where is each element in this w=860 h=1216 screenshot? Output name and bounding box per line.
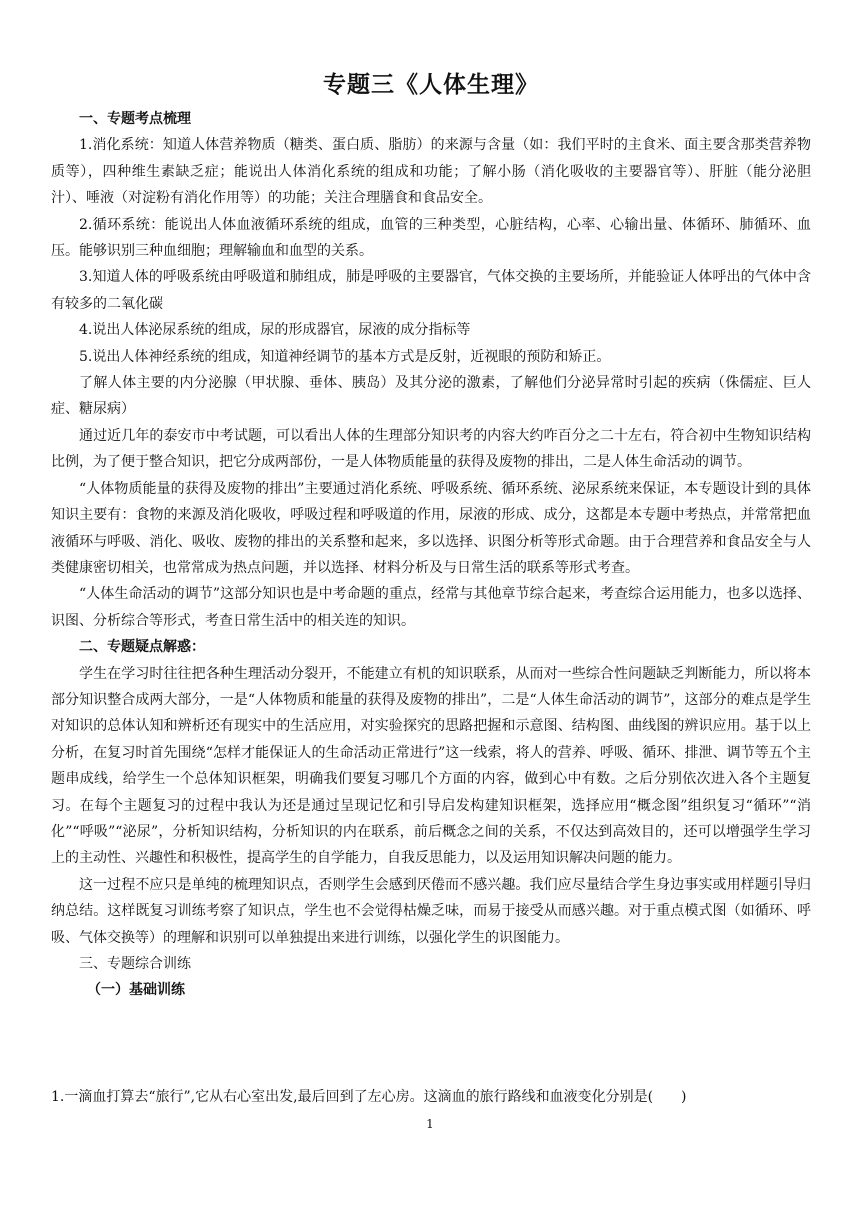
paragraph: 3.知道人体的呼吸系统由呼吸道和肺组成，肺是呼吸的主要器官，气体交换的主要场所，并能验证人体呼出的气体中含有较多的二氧化碳 [51, 269, 811, 312]
paragraph: 1.消化系统：知道人体营养物质（糖类、蛋白质、脂肪）的来源与含量（如：我们平时的主食米、面主要含那类营养物质等），四种维生素缺乏症；能说出人体消化系统的组成和功能；了解小肠（消化吸收的主要器官等）、肝脏（能分泌胆汁）、唾液（对淀粉有消化作用等）的功能；关注合理膳食和食品安全。 [51, 137, 811, 207]
paragraph: “人体生命活动的调节”这部分知识也是中考命题的重点，经常与其他章节综合起来，考查综合运用能力，也多以选择、识图、分析综合等形式，考查日常生活中的相关连的知识。 [51, 586, 811, 629]
page-number: 1 [426, 1117, 434, 1131]
paragraph: 5.说出人体神经系统的组成，知道神经调节的基本方式是反射，近视眼的预防和矫正。 [79, 348, 611, 365]
paragraph: 这一过程不应只是单纯的梳理知识点，否则学生会感到厌倦而不感兴趣。我们应尽量结合学生身边事实或用样题引导归纳总结。这样既复习训练考察了知识点，学生也不会觉得枯燥乏味，而易于接受从而感兴趣。对于重点模式图（如循环、呼吸、气体交换等）的理解和识别可以单独提出来进行训练，以强化学生的识图能力。 [51, 876, 811, 946]
paragraph: 2.循环系统：能说出人体血液循环系统的组成，血管的三种类型，心脏结构，心率、心输出量、体循环、肺循环、血压。能够识别三种血细胞；理解输血和血型的关系。 [51, 216, 811, 260]
subsection-heading: （一）基础训练 [87, 982, 185, 999]
page-title: 专题三《人体生理》 [323, 71, 539, 98]
section-heading-1: 一、专题考点梳理 [79, 111, 191, 127]
paragraph: 4.说出人体泌尿系统的组成，尿的形成器官，尿液的成分指标等 [79, 322, 471, 339]
paragraph: 通过近几年的泰安市中考试题，可以看出人体的生理部分知识考的内容大约咋百分之二十左右，符合初中生物知识结构比例，为了便于整合知识，把它分成两部份，一是人体物质能量的获得及废物的排出，二是人体生命活动的调节。 [51, 427, 811, 471]
paragraph: “人体物质能量的获得及废物的排出”主要通过消化系统、呼吸系统、循环系统、泌尿系统来保证，本专题设计到的具体知识主要有：食物的来源及消化吸收，呼吸过程和呼吸道的作用，尿液的形成、成分，这都是本专题中考热点，并常常把血液循环与呼吸、消化、吸收、废物的排出的关系整和起来，多以选择、识图分析等形式命题。由于合理营养和食品安全与人类健康密切相关，也常常成为热点问题，并以选择、材料分析及与日常生活的联系等形式考查。 [51, 480, 811, 576]
paragraph: 学生在学习时往往把各种生理活动分裂开，不能建立有机的知识联系，从而对一些综合性问题缺乏判断能力，所以将本部分知识整合成两大部分，一是“人体物质和能量的获得及废物的排出”，二是“人体生命活动的调节”，这部分的难点是学生对知识的总体认知和辨析还有现实中的生活应用，对实验探究的思路把握和示意图、结构图、曲线图的辨识应用。基于以上分析，在复习时首先围绕“怎样才能保证人的生命活动正常进行”这一线索，将人的营养、呼吸、循环、排泄、调节等五个主题串成线，给学生一个总体知识框架，明确我们要复习哪几个方面的内容，做到心中有数。之后分别依次进入各个主题复习。在每个主题复习的过程中我认为还是通过呈现记忆和引导启发构建知识框架，选择应用“概念图”组织复习“循环”“消化”“呼吸”“泌尿”，分析知识结构，分析知识的内在联系，前后概念之间的关系，不仅达到高效目的，还可以增强学生学习上的主动性、兴趣性和积极性，提高学生的自学能力，自我反思能力，以及运用知识解决问题的能力。 [51, 665, 811, 867]
paragraph: 了解人体主要的内分泌腺（甲状腺、垂体、胰岛）及其分泌的激素，了解他们分泌异常时引起的疾病（侏儒症、巨人症、糖尿病） [51, 375, 811, 418]
section-heading-3: 三、专题综合训练 [79, 956, 191, 972]
document-body [51, 62, 811, 1004]
question-item: 1.一滴血打算去“旅行”,它从右心室出发,最后回到了左心房。这滴血的旅行路线和血液变化分别是( ) [51, 1089, 687, 1105]
section-heading-2: 二、专题疑点解惑： [79, 639, 205, 656]
